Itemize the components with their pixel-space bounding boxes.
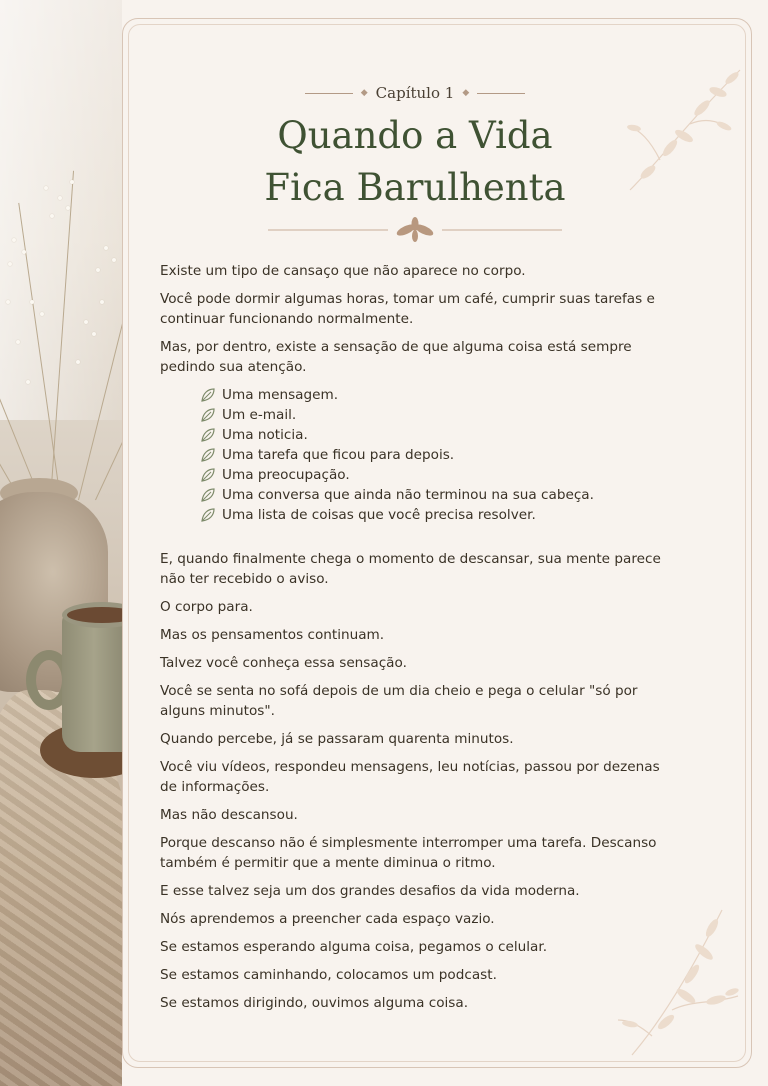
paragraph: Se estamos caminhando, colocamos um podcast. [160,967,497,983]
paragraph: Quando percebe, já se passaram quarenta minutos. [160,731,514,747]
list-item-text: Uma preocupação. [222,467,350,483]
chapter-label: Capítulo 1 [375,84,455,102]
paragraph: Porque descanso não é simplesmente interromper uma tarefa. Descanso também é permitir que a mente diminua o ritmo. [160,835,657,871]
paragraph: Talvez você conheça essa sensação. [160,655,407,671]
flourish-icon [268,216,562,244]
leaf-icon [200,407,216,423]
list-item [200,465,680,485]
ornament-rule-right [477,93,525,94]
list-item-text: Um e-mail. [222,407,297,423]
list-item [200,485,680,505]
chapter-title-line-2: Fica Barulhenta [264,166,566,209]
paragraph: O corpo para. [160,599,253,615]
paragraph: Existe um tipo de cansaço que não aparece no corpo. [160,263,526,279]
paragraph: Mas os pensamentos continuam. [160,627,385,643]
paragraph: Nós aprendemos a preencher cada espaço vazio. [160,911,495,927]
leaf-icon [200,387,216,403]
list-item [200,405,680,425]
list-item [200,425,680,445]
list-item-text: Uma tarefa que ficou para depois. [222,447,455,463]
leaf-icon [200,447,216,463]
paragraph: E esse talvez seja um dos grandes desafios da vida moderna. [160,883,580,899]
chapter-body [160,261,680,1021]
decorative-photo-vase-and-mug [0,0,122,1086]
list-item [200,445,680,465]
leaf-icon [200,507,216,523]
leaf-icon [200,427,216,443]
list-item-text: Uma noticia. [222,427,308,443]
chapter-title-line-1: Quando a Vida [277,114,553,157]
attention-list [200,385,680,525]
paragraph: Mas não descansou. [160,807,298,823]
ornament-rule-left [305,93,353,94]
paragraph: Você pode dormir algumas horas, tomar um café, cumprir suas tarefas e continuar funcionando normalmente. [160,291,655,327]
chapter-label-row [270,82,560,104]
paragraph: Mas, por dentro, existe a sensação de que alguma coisa está sempre pedindo sua atenção. [160,339,632,375]
leaf-icon [200,467,216,483]
list-item-text: Uma lista de coisas que você precisa resolver. [222,507,536,523]
list-item-text: Uma mensagem. [222,387,339,403]
diamond-ornament-icon: ◆ [462,88,470,98]
paragraph: Você viu vídeos, respondeu mensagens, leu notícias, passou por dezenas de informações. [160,759,660,795]
paragraph: Se estamos dirigindo, ouvimos alguma coisa. [160,995,469,1011]
chapter-title [160,110,670,214]
list-item-text: Uma conversa que ainda não terminou na sua cabeça. [222,487,594,503]
diamond-ornament-icon: ◆ [360,88,368,98]
paragraph: Se estamos esperando alguma coisa, pegamos o celular. [160,939,548,955]
leaf-icon [200,487,216,503]
paragraph: E, quando finalmente chega o momento de descansar, sua mente parece não ter recebido o aviso. [160,551,661,587]
list-item [200,505,680,525]
list-item [200,385,680,405]
paragraph: Você se senta no sofá depois de um dia cheio e pega o celular "só por alguns minutos". [160,683,638,719]
